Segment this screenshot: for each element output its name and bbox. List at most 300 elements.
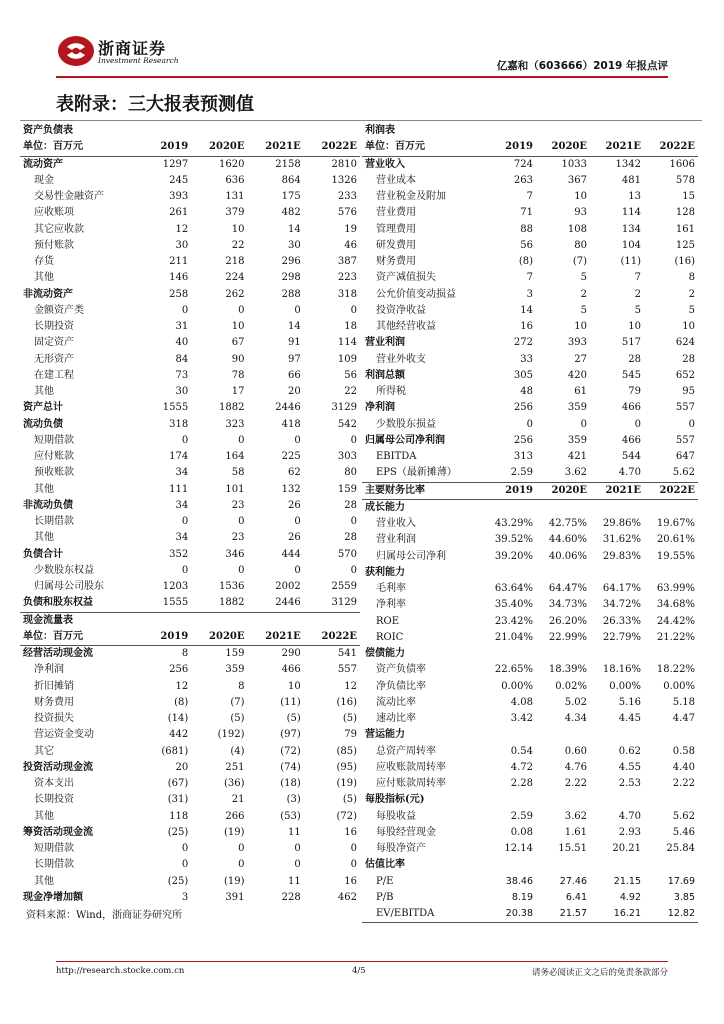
row-value: 0 bbox=[526, 418, 533, 430]
row-value: 2.93 bbox=[618, 826, 641, 838]
row-value: (5) bbox=[286, 713, 301, 725]
row-value: 4.72 bbox=[510, 761, 533, 773]
table-row bbox=[362, 465, 698, 481]
row-value: (3) bbox=[286, 794, 301, 806]
row-value: 27.46 bbox=[559, 875, 587, 887]
row-value: 466 bbox=[621, 434, 641, 446]
left-column bbox=[20, 123, 360, 906]
table-row bbox=[20, 514, 360, 530]
row-value: 34 bbox=[175, 532, 189, 544]
row-label: 预付账款 bbox=[34, 239, 74, 251]
year-header: 2021E bbox=[590, 482, 644, 499]
row-value: (16) bbox=[674, 256, 695, 268]
table-row bbox=[20, 874, 360, 890]
table-row bbox=[362, 630, 698, 646]
year-header: 2022E bbox=[644, 139, 698, 156]
row-value: 0 bbox=[181, 516, 189, 528]
row-value: 22 bbox=[344, 386, 357, 398]
row-value: 26 bbox=[288, 499, 301, 511]
row-value: 21 bbox=[231, 794, 245, 806]
row-label: 净利润 bbox=[34, 664, 64, 676]
table-row bbox=[362, 189, 698, 205]
row-value: 93 bbox=[574, 207, 587, 219]
row-label: 应付账款周转率 bbox=[376, 778, 446, 790]
row-value: 462 bbox=[337, 891, 357, 903]
row-value: 0 bbox=[350, 843, 357, 855]
row-value: 1326 bbox=[331, 174, 357, 186]
table-row bbox=[362, 906, 698, 923]
footer-divider bbox=[56, 961, 668, 962]
table-title-row bbox=[20, 123, 360, 139]
row-label: 营业利润 bbox=[365, 337, 405, 349]
row-label: 其他 bbox=[34, 532, 54, 544]
row-value: 159 bbox=[337, 483, 357, 495]
table-row bbox=[362, 532, 698, 548]
row-value: (19) bbox=[223, 826, 245, 838]
ratio-group-label: 估值比率 bbox=[365, 859, 405, 871]
row-value: 313 bbox=[513, 451, 533, 463]
row-value: 161 bbox=[675, 223, 695, 235]
row-value: 288 bbox=[281, 288, 301, 300]
row-value: 16 bbox=[344, 875, 357, 887]
row-value: (53) bbox=[280, 810, 301, 822]
row-value: 2810 bbox=[331, 158, 357, 170]
row-value: 34.73% bbox=[548, 599, 587, 611]
row-value: 95 bbox=[682, 386, 695, 398]
row-value: 10 bbox=[574, 191, 587, 203]
row-value: 245 bbox=[169, 174, 189, 186]
row-value: 38.46 bbox=[505, 875, 533, 887]
header-label: 主要财务比率 bbox=[362, 482, 482, 499]
table-title-row bbox=[20, 613, 360, 629]
row-value: 647 bbox=[675, 451, 695, 463]
row-value: 0 bbox=[294, 564, 301, 576]
year-header: 2019 bbox=[135, 629, 191, 646]
row-label: 长期投资 bbox=[34, 794, 74, 806]
row-value: 2.22 bbox=[672, 778, 695, 790]
row-label: EPS（最新摊薄） bbox=[376, 467, 457, 479]
row-value: 18.16% bbox=[602, 664, 641, 676]
row-value: 0 bbox=[294, 843, 301, 855]
row-value: 391 bbox=[225, 891, 245, 903]
row-value: (7) bbox=[230, 696, 245, 708]
row-value: 31 bbox=[175, 321, 189, 333]
row-label: ROE bbox=[376, 615, 400, 627]
row-value: 23.42% bbox=[494, 615, 533, 627]
row-label: 净利率 bbox=[376, 599, 406, 611]
row-value: 3 bbox=[526, 288, 533, 300]
row-value: 78 bbox=[231, 369, 245, 381]
row-value: 233 bbox=[337, 191, 357, 203]
row-value: 17 bbox=[231, 386, 245, 398]
row-value: 367 bbox=[567, 174, 587, 186]
row-value: 25.84 bbox=[666, 843, 695, 855]
row-value: 91 bbox=[288, 337, 301, 349]
table-row bbox=[362, 222, 698, 238]
row-value: 256 bbox=[169, 664, 189, 676]
row-value: 22.65% bbox=[494, 664, 533, 676]
table-row bbox=[362, 597, 698, 613]
row-value: 21.57 bbox=[536, 906, 590, 923]
row-value: 2.28 bbox=[510, 778, 533, 790]
row-value: (36) bbox=[223, 778, 245, 790]
row-label: 每股净资产 bbox=[376, 843, 426, 855]
table-row bbox=[362, 744, 698, 760]
row-value: 352 bbox=[169, 548, 189, 560]
row-value: 118 bbox=[169, 810, 189, 822]
table-row bbox=[362, 776, 698, 792]
row-value: 10 bbox=[231, 321, 245, 333]
financial-ratios-table bbox=[362, 482, 698, 924]
row-label: 每股收益 bbox=[376, 810, 416, 822]
row-value: 5.16 bbox=[618, 696, 641, 708]
table-row bbox=[20, 563, 360, 579]
row-label: 总资产周转率 bbox=[376, 745, 436, 757]
row-value: 26.33% bbox=[602, 615, 641, 627]
row-value: 0 bbox=[350, 304, 357, 316]
row-value: 481 bbox=[621, 174, 641, 186]
row-value: 724 bbox=[513, 158, 533, 170]
year-header-row bbox=[20, 139, 360, 156]
table-row bbox=[362, 449, 698, 465]
row-label: 其他 bbox=[34, 875, 54, 887]
row-value: 2.59 bbox=[510, 810, 533, 822]
year-header: 2020E bbox=[191, 629, 247, 646]
row-value: 444 bbox=[281, 548, 301, 560]
row-value: 16.21 bbox=[590, 906, 644, 923]
row-value: 2446 bbox=[275, 402, 301, 414]
row-label: 速动比率 bbox=[376, 713, 416, 725]
row-value: 3 bbox=[181, 891, 189, 903]
row-label: 营运资金变动 bbox=[34, 729, 94, 741]
table-title-row bbox=[362, 123, 698, 139]
table-row bbox=[362, 335, 698, 351]
row-value: (8) bbox=[174, 696, 189, 708]
row-value: 0 bbox=[350, 564, 357, 576]
row-value: 21.22% bbox=[656, 631, 695, 643]
row-value: 393 bbox=[567, 337, 587, 349]
row-value: 442 bbox=[169, 729, 189, 741]
table-row bbox=[362, 368, 698, 384]
table-row bbox=[20, 368, 360, 384]
row-value: 34.68% bbox=[656, 599, 695, 611]
row-label: 归属母公司净利 bbox=[376, 550, 446, 562]
row-value: 12.14 bbox=[504, 843, 533, 855]
row-value: 146 bbox=[169, 272, 189, 284]
year-header: 2020E bbox=[536, 139, 590, 156]
row-value: 42.75% bbox=[548, 518, 587, 530]
row-value: 3.85 bbox=[673, 891, 695, 903]
row-value: 2.22 bbox=[564, 778, 587, 790]
row-value: (97) bbox=[280, 729, 301, 741]
row-label: 预收账款 bbox=[34, 467, 74, 479]
table-row bbox=[362, 662, 698, 678]
row-value: 542 bbox=[337, 418, 357, 430]
row-label: 资产总计 bbox=[23, 402, 63, 414]
row-label: 归属母公司股东 bbox=[34, 581, 104, 593]
row-value: 79 bbox=[628, 386, 641, 398]
row-value: 73 bbox=[175, 369, 189, 381]
table-row bbox=[20, 465, 360, 481]
row-value: 578 bbox=[675, 174, 695, 186]
row-value: 8 bbox=[688, 272, 695, 284]
table-row bbox=[362, 400, 698, 416]
row-label: 非流动负债 bbox=[23, 499, 73, 511]
row-value: 90 bbox=[231, 353, 245, 365]
table-row bbox=[20, 270, 360, 286]
company-logo bbox=[56, 34, 96, 68]
table-row bbox=[20, 662, 360, 678]
row-value: 298 bbox=[281, 272, 301, 284]
row-value: 305 bbox=[513, 369, 533, 381]
row-value: 14 bbox=[288, 321, 301, 333]
row-value: 10 bbox=[574, 321, 587, 333]
row-value: 418 bbox=[281, 418, 301, 430]
table-row bbox=[362, 711, 698, 727]
row-label: 负债合计 bbox=[23, 548, 63, 560]
header-label: 单位：百万元 bbox=[20, 139, 135, 156]
row-value: 4.70 bbox=[618, 810, 641, 822]
row-value: 43.29% bbox=[494, 518, 533, 530]
row-value: 2158 bbox=[275, 158, 301, 170]
table-row bbox=[362, 890, 698, 906]
row-label: 长期投资 bbox=[34, 321, 74, 333]
table-row bbox=[20, 792, 360, 808]
row-value: 20.38 bbox=[482, 906, 536, 923]
table-row bbox=[20, 173, 360, 189]
row-value: 466 bbox=[621, 402, 641, 414]
table-row bbox=[362, 679, 698, 695]
row-value: 21.15 bbox=[613, 875, 641, 887]
row-value: 0 bbox=[294, 516, 301, 528]
table-row bbox=[362, 352, 698, 368]
row-label: 经营活动现金流 bbox=[23, 648, 93, 660]
page-header bbox=[0, 0, 724, 80]
header-label: 单位：百万元 bbox=[20, 629, 135, 646]
table-row bbox=[362, 384, 698, 400]
row-value: 0.02% bbox=[555, 680, 587, 692]
row-value: 323 bbox=[225, 418, 245, 430]
row-value: (72) bbox=[336, 810, 357, 822]
year-header-row bbox=[20, 629, 360, 646]
row-label: 现金 bbox=[34, 174, 54, 186]
footer-url: http://research.stocke.com.cn bbox=[56, 966, 185, 976]
row-value: 211 bbox=[169, 256, 189, 268]
table-row bbox=[20, 744, 360, 760]
row-value: 20 bbox=[288, 386, 301, 398]
row-value: 3129 bbox=[331, 402, 357, 414]
row-value: 262 bbox=[225, 288, 245, 300]
table-row bbox=[20, 760, 360, 776]
table-row bbox=[20, 711, 360, 727]
row-value: 12.82 bbox=[644, 906, 698, 923]
year-header: 2020E bbox=[191, 139, 247, 156]
row-value: 4.08 bbox=[510, 696, 533, 708]
row-value: 29.86% bbox=[602, 518, 641, 530]
row-label: 营业费用 bbox=[376, 207, 416, 219]
row-label: P/E bbox=[376, 875, 394, 887]
row-value: 5 bbox=[634, 304, 641, 316]
row-label: 归属母公司净利润 bbox=[365, 434, 445, 446]
row-label: 营业收入 bbox=[376, 518, 416, 530]
row-value: 5.02 bbox=[564, 696, 587, 708]
balance-sheet-table bbox=[20, 123, 360, 613]
row-value: 466 bbox=[281, 664, 301, 676]
row-value: 14 bbox=[520, 304, 533, 316]
row-value: (31) bbox=[167, 794, 189, 806]
table-row bbox=[362, 433, 698, 449]
row-value: (19) bbox=[336, 778, 357, 790]
ratio-group-row bbox=[362, 857, 698, 873]
row-value: 1297 bbox=[162, 158, 189, 170]
row-value: (85) bbox=[336, 745, 357, 757]
table-row bbox=[362, 319, 698, 335]
row-value: 359 bbox=[567, 434, 587, 446]
row-value: 0 bbox=[238, 434, 245, 446]
row-value: 30 bbox=[175, 239, 189, 251]
row-label: 流动资产 bbox=[23, 158, 63, 170]
row-value: 125 bbox=[675, 239, 695, 251]
table-row bbox=[20, 890, 360, 906]
row-value: 84 bbox=[175, 353, 189, 365]
ratio-group-label: 获利能力 bbox=[365, 566, 405, 578]
table-row bbox=[20, 498, 360, 514]
year-header: 2022E bbox=[304, 139, 360, 156]
row-label: 每股经营现金 bbox=[376, 826, 436, 838]
row-value: 272 bbox=[513, 337, 533, 349]
row-value: 109 bbox=[337, 353, 357, 365]
table-row bbox=[20, 857, 360, 873]
ratio-group-row bbox=[362, 499, 698, 516]
ratio-group-row bbox=[362, 727, 698, 743]
row-value: 387 bbox=[337, 256, 357, 268]
row-value: 24.42% bbox=[656, 615, 695, 627]
row-label: 毛利率 bbox=[376, 583, 406, 595]
table-row bbox=[362, 254, 698, 270]
row-label: 公允价值变动损益 bbox=[376, 288, 456, 300]
year-header: 2020E bbox=[536, 482, 590, 499]
row-value: 0 bbox=[181, 843, 189, 855]
row-value: (7) bbox=[572, 256, 587, 268]
row-value: 46 bbox=[344, 239, 357, 251]
table-row bbox=[362, 173, 698, 189]
row-value: (16) bbox=[336, 696, 357, 708]
row-value: (5) bbox=[342, 794, 357, 806]
row-value: 3.62 bbox=[564, 810, 587, 822]
row-value: 12 bbox=[175, 680, 189, 692]
page-title: 表附录：三大报表预测值 bbox=[56, 94, 254, 115]
row-value: 10 bbox=[628, 321, 641, 333]
row-value: 7 bbox=[526, 191, 533, 203]
table-row bbox=[362, 581, 698, 597]
row-label: 资产减值损失 bbox=[376, 272, 436, 284]
row-value: 0 bbox=[350, 516, 357, 528]
row-value: 0 bbox=[238, 304, 245, 316]
row-value: (72) bbox=[280, 745, 301, 757]
row-label: 流动负债 bbox=[23, 418, 63, 430]
row-value: 0 bbox=[350, 859, 357, 871]
row-label: 非流动资产 bbox=[23, 288, 73, 300]
table-row bbox=[20, 579, 360, 595]
row-label: 少数股东权益 bbox=[34, 564, 94, 576]
row-value: 64.47% bbox=[548, 583, 587, 595]
row-value: 56 bbox=[520, 239, 533, 251]
table-row bbox=[20, 695, 360, 711]
row-value: (67) bbox=[167, 778, 189, 790]
table-row bbox=[20, 547, 360, 563]
row-value: 0.08 bbox=[510, 826, 533, 838]
row-value: 34.72% bbox=[602, 599, 641, 611]
row-value: 29.83% bbox=[602, 550, 641, 562]
row-value: 33 bbox=[520, 353, 533, 365]
row-value: 131 bbox=[225, 191, 245, 203]
row-value: 4.40 bbox=[672, 761, 695, 773]
row-value: 1882 bbox=[191, 595, 247, 612]
row-value: 22 bbox=[231, 239, 245, 251]
row-value: 34 bbox=[175, 467, 189, 479]
ratio-group-label: 偿债能力 bbox=[365, 648, 405, 660]
row-label: EBITDA bbox=[376, 451, 417, 463]
row-value: (25) bbox=[167, 826, 189, 838]
row-value: 10 bbox=[288, 680, 301, 692]
row-value: 16 bbox=[520, 321, 533, 333]
table-row bbox=[20, 809, 360, 825]
row-value: 5.62 bbox=[672, 810, 695, 822]
row-value: 0 bbox=[350, 434, 357, 446]
table-row bbox=[20, 352, 360, 368]
row-value: (14) bbox=[167, 713, 189, 725]
row-value: 19 bbox=[344, 223, 357, 235]
row-label: 长期借款 bbox=[34, 859, 74, 871]
row-value: 7 bbox=[634, 272, 641, 284]
row-value: 80 bbox=[574, 239, 587, 251]
row-value: 0 bbox=[688, 418, 695, 430]
table-row bbox=[362, 417, 698, 433]
row-label: 营业利润 bbox=[376, 534, 416, 546]
row-value: 26.20% bbox=[548, 615, 587, 627]
row-value: 28 bbox=[682, 353, 695, 365]
page-number: 4/5 bbox=[352, 966, 366, 976]
row-label: 应收账款周转率 bbox=[376, 761, 446, 773]
table-row bbox=[20, 646, 360, 663]
row-value: 4.70 bbox=[618, 467, 641, 479]
row-value: 0.54 bbox=[510, 745, 533, 757]
row-label: 金额资产类 bbox=[34, 304, 84, 316]
row-value: 1555 bbox=[162, 402, 189, 414]
table-row bbox=[362, 809, 698, 825]
row-value: 4.55 bbox=[618, 761, 641, 773]
row-value: 0.60 bbox=[564, 745, 587, 757]
row-value: 5.46 bbox=[672, 826, 695, 838]
row-value: 56 bbox=[344, 369, 357, 381]
row-value: 28 bbox=[344, 499, 357, 511]
row-label: 其它 bbox=[34, 745, 54, 757]
row-value: 39.20% bbox=[494, 550, 533, 562]
row-value: 570 bbox=[337, 548, 357, 560]
row-value: 40 bbox=[175, 337, 189, 349]
row-value: 0 bbox=[238, 564, 245, 576]
table-title: 利润表 bbox=[365, 125, 395, 137]
row-value: 379 bbox=[225, 207, 245, 219]
row-value: (192) bbox=[217, 729, 245, 741]
row-value: 4.76 bbox=[564, 761, 587, 773]
row-value: 67 bbox=[231, 337, 245, 349]
row-value: 0 bbox=[238, 859, 245, 871]
row-label: 其他经营收益 bbox=[376, 321, 436, 333]
row-value: 3.62 bbox=[564, 467, 587, 479]
row-label: 资本支出 bbox=[34, 778, 74, 790]
row-value: 3.42 bbox=[510, 713, 533, 725]
